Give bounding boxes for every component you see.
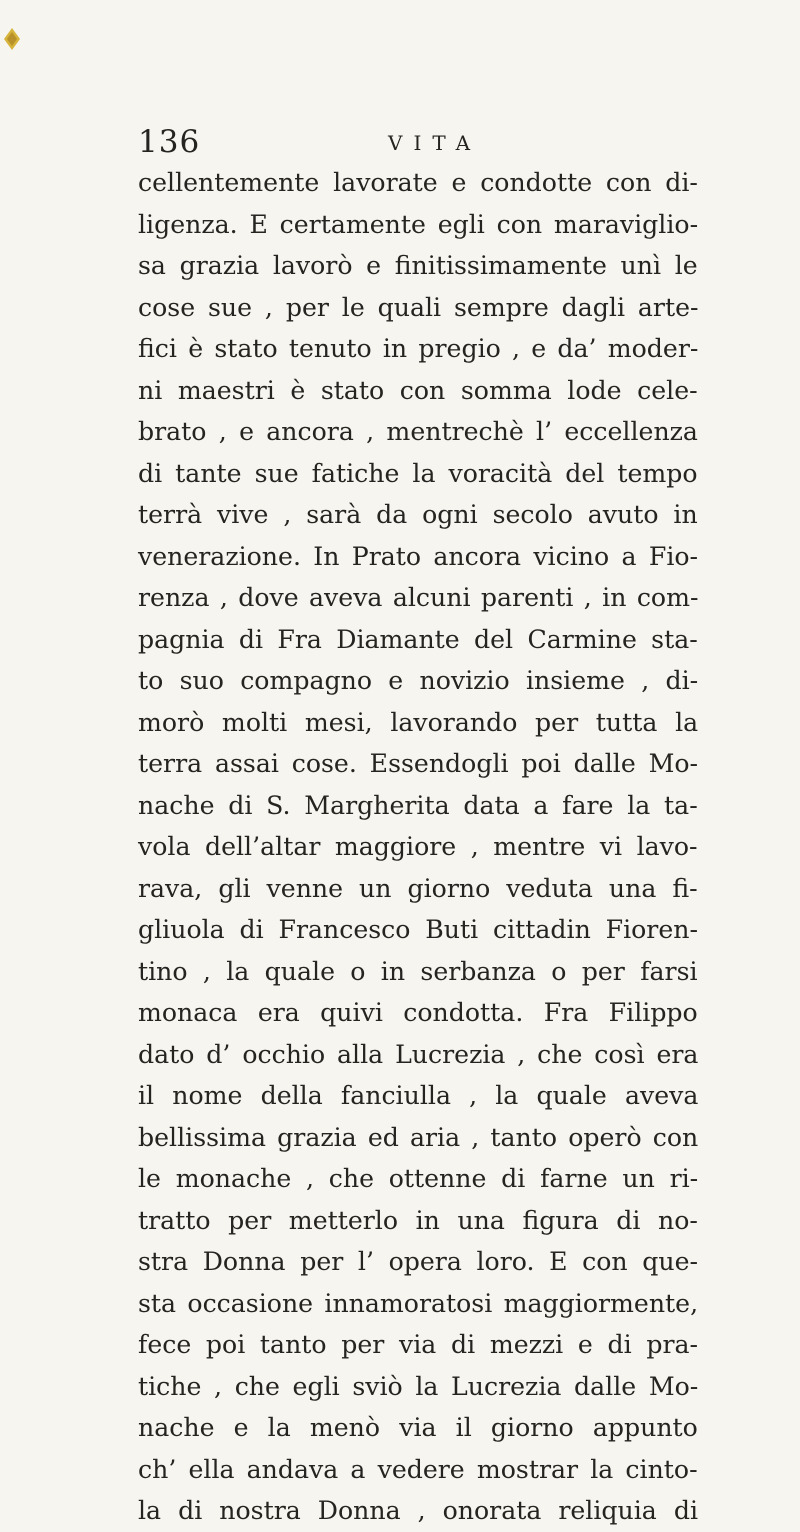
page-header (138, 122, 698, 162)
text-line: ch’ ella andava a vedere mostrar la cinto- (138, 1454, 698, 1484)
text-line: la di nostra Donna , onorata reliquia di (138, 1496, 699, 1525)
text-line: rava, gli venne un giorno veduta una fi- (138, 873, 698, 903)
text-line: tiche , che egli sviò la Lucrezia dalle Mo- (138, 1371, 699, 1401)
text-line: pagnia di Fra Diamante del Carmine sta- (138, 624, 698, 654)
text-line: tratto per metterlo in una figura di no- (138, 1205, 698, 1235)
text-line: bellissima grazia ed aria , tanto operò con (138, 1122, 699, 1152)
text-line: monaca era quivi condotta. Fra Filippo (138, 998, 698, 1027)
body-text (138, 162, 698, 1532)
text-line: ligenza. E certamente egli con maraviglio- (138, 209, 699, 239)
text-line: fici è stato tenuto in pregio , e da’ moder- (138, 334, 699, 363)
text-line: venerazione. In Prato ancora vicino a Fio- (138, 541, 699, 571)
text-line: cose sue , per le quali sempre dagli arte- (138, 292, 699, 322)
text-line: ni maestri è stato con somma lode cele- (138, 375, 698, 405)
text-line: stra Donna per l’ opera loro. E con que- (138, 1247, 699, 1276)
text-line: fece poi tanto per via di mezzi e di pra- (138, 1330, 699, 1359)
text-line: cellentemente lavorate e condotte con di- (138, 168, 698, 197)
diamond-ornament-icon (4, 28, 20, 50)
text-line: nache e la menò via il giorno appunto (138, 1413, 698, 1442)
text-line: brato , e ancora , mentrechè l’ eccellenza (138, 417, 698, 446)
text-line: to suo compagno e novizio insieme , di- (138, 666, 699, 695)
text-line: tino , la quale o in serbanza o per farsi (138, 956, 698, 986)
running-head: VITA (388, 131, 482, 155)
text-line: terra assai cose. Essendogli poi dalle Mo- (138, 749, 699, 778)
text-line: di tante sue fatiche la voracità del tempo (138, 458, 698, 488)
text-line: gliuola di Francesco Buti cittadin Fioren- (138, 915, 698, 944)
text-line: terrà vive , sarà da ogni secolo avuto in (138, 500, 698, 529)
text-line: le monache , che ottenne di farne un ri- (138, 1164, 699, 1193)
text-line: il nome della fanciulla , la quale aveva (138, 1081, 699, 1110)
text-line: dato d’ occhio alla Lucrezia , che così era (138, 1039, 699, 1069)
text-line: morò molti mesi, lavorando per tutta la (138, 707, 699, 737)
text-line: vola dell’altar maggiore , mentre vi lavo- (138, 832, 698, 861)
text-line: nache di S. Margherita data a fare la ta- (138, 790, 698, 820)
text-line: renza , dove aveva alcuni parenti , in com- (138, 583, 699, 612)
text-line: sa grazia lavorò e finitissimamente unì le (138, 251, 698, 280)
page-number: 136 (138, 124, 201, 160)
text-line: sta occasione innamoratosi maggiormente, (138, 1288, 699, 1318)
